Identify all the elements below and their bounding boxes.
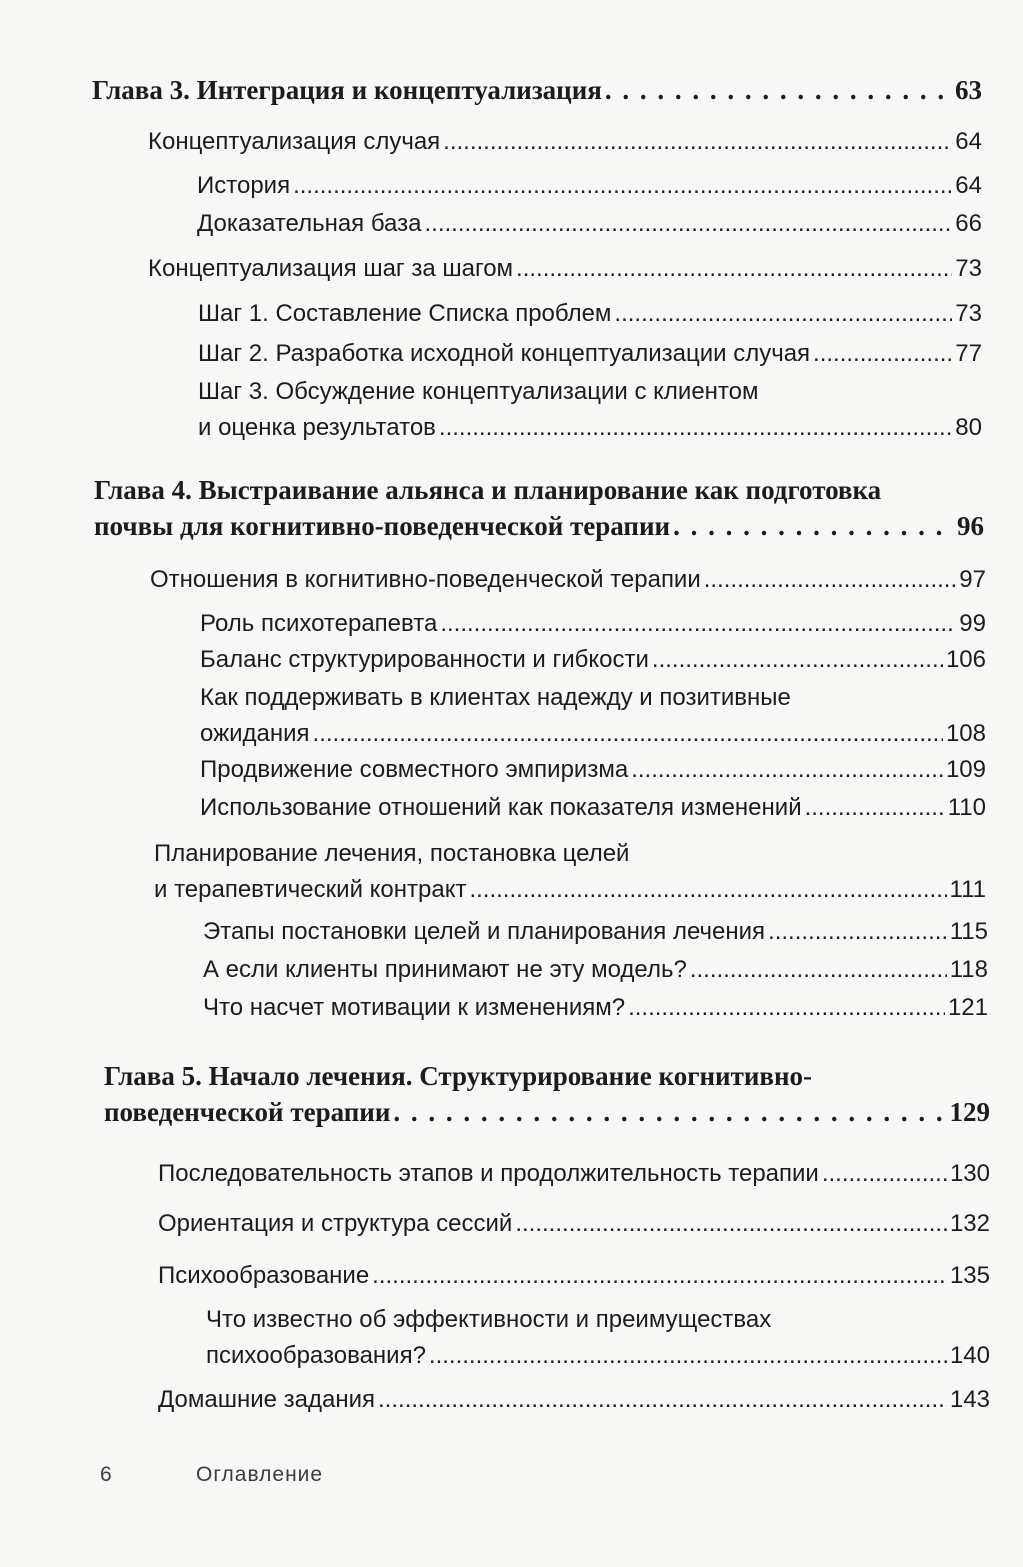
toc-page-number: 96 — [957, 511, 984, 541]
dot-leader — [673, 508, 954, 544]
toc-page-number: 64 — [955, 172, 982, 199]
toc-subsection-14 — [200, 790, 986, 826]
toc-entry-title: Ориентация и структура сессий — [158, 1210, 513, 1237]
toc-subsection-6 — [198, 336, 982, 372]
toc-page-number: 115 — [949, 918, 988, 945]
toc-subsection-11 — [200, 642, 986, 678]
dot-leader — [605, 72, 952, 108]
toc-subsection-5 — [198, 296, 982, 332]
toc-section-20 — [158, 1156, 990, 1192]
toc-page-number: 118 — [949, 956, 988, 983]
toc-page-number: 111 — [949, 876, 986, 903]
toc-page-number: 109 — [945, 756, 986, 783]
toc-entry-title: Глава 4. Выстраивание альянса и планирование как подготовка — [94, 475, 882, 505]
dot-leader — [614, 296, 952, 332]
toc-page-number: 97 — [959, 566, 986, 593]
toc-entry-title: Что известно об эффективности и преимуществах — [206, 1306, 772, 1333]
toc-section-22 — [158, 1258, 990, 1294]
toc-section-1 — [148, 124, 982, 160]
toc-entry-title: Шаг 2. Разработка исходной концептуализации случая — [198, 340, 811, 367]
toc-page-number: 121 — [947, 994, 988, 1021]
dot-leader — [443, 124, 952, 160]
dot-leader — [768, 914, 947, 950]
toc-subsection-2 — [197, 168, 982, 204]
toc-page-number: 135 — [949, 1262, 990, 1289]
toc-entry-title: Концептуализация случая — [148, 128, 441, 155]
dot-leader — [805, 790, 945, 826]
toc-page-number: 143 — [949, 1386, 990, 1413]
dot-leader — [393, 1094, 946, 1130]
page-number: 6 — [100, 1463, 112, 1486]
toc-entry-title: и терапевтический контракт — [154, 876, 467, 903]
toc-page-number: 80 — [955, 414, 982, 441]
toc-page-number: 130 — [949, 1160, 990, 1187]
dot-leader — [704, 562, 957, 598]
toc-page-number: 108 — [945, 720, 986, 747]
dot-leader — [813, 336, 952, 372]
toc-subsection-10 — [200, 606, 986, 642]
toc-entry-title: Продвижение совместного эмпиризма — [200, 756, 629, 783]
dot-leader — [690, 952, 947, 988]
toc-page-number: 106 — [945, 646, 986, 673]
toc-entry-title: Психообразование — [158, 1262, 370, 1289]
toc-chapter-0 — [92, 72, 982, 108]
toc-entry-title: Глава 5. Начало лечения. Структурирование когнитивно- — [104, 1061, 813, 1091]
toc-section-4 — [148, 251, 982, 287]
dot-leader — [469, 872, 946, 908]
toc-entry-title: Концептуализация шаг за шагом — [148, 255, 514, 282]
toc-entry-title: поведенческой терапии — [104, 1097, 391, 1127]
toc-entry-title: почвы для когнитивно-поведенческой терапии — [94, 511, 671, 541]
toc-section-15 — [154, 836, 986, 908]
toc-page-number: 110 — [947, 794, 986, 821]
toc-entry-title: психообразования? — [206, 1342, 426, 1369]
toc-entry-title: Баланс структурированности и гибкости — [200, 646, 649, 673]
dot-leader — [516, 251, 952, 287]
toc-section-21 — [158, 1206, 990, 1242]
toc-entry-title: Что насчет мотивации к изменениям? — [203, 994, 626, 1021]
toc-entry-title: Как поддерживать в клиентах надежду и позитивные — [200, 684, 791, 711]
toc-page-number: 63 — [955, 75, 982, 105]
dot-leader — [424, 206, 952, 242]
toc-subsection-7 — [198, 374, 982, 446]
page-footer — [100, 1463, 323, 1487]
toc-entry-title: Шаг 1. Составление Списка проблем — [198, 300, 612, 327]
toc-subsection-3 — [197, 206, 982, 242]
dot-leader — [652, 642, 943, 678]
toc-entry-title: Этапы постановки целей и планирования лечения — [203, 918, 766, 945]
dot-leader — [293, 168, 952, 204]
toc-subsection-18 — [203, 990, 988, 1026]
toc-subsection-23 — [206, 1302, 990, 1374]
toc-subsection-13 — [200, 752, 986, 788]
toc-page-number: 140 — [949, 1342, 990, 1369]
dot-leader — [822, 1156, 947, 1192]
dot-leader — [515, 1206, 947, 1242]
toc-page-number: 66 — [955, 210, 982, 237]
toc-entry-title: Домашние задания — [158, 1386, 376, 1413]
toc-chapter-19 — [104, 1058, 990, 1130]
toc-entry-title: ожидания — [200, 720, 310, 747]
toc-page-number: 73 — [955, 300, 982, 327]
dot-leader — [372, 1258, 947, 1294]
dot-leader — [313, 716, 943, 752]
toc-entry-title: Использование отношений как показателя изменений — [200, 794, 802, 821]
toc-entry-title: Отношения в когнитивно-поведенческой терапии — [150, 566, 701, 593]
toc-page-number: 73 — [955, 255, 982, 282]
toc-entry-title: А если клиенты принимают не эту модель? — [203, 956, 687, 983]
toc-entry-title: Роль психотерапевта — [200, 610, 438, 637]
dot-leader — [631, 752, 943, 788]
dot-leader — [439, 410, 952, 446]
toc-subsection-16 — [203, 914, 988, 950]
toc-entry-title: Шаг 3. Обсуждение концептуализации с клиентом — [198, 378, 759, 405]
toc-entry-title: Планирование лечения, постановка целей — [154, 840, 630, 867]
toc-entry-title: История — [197, 172, 291, 199]
dot-leader — [429, 1338, 947, 1374]
toc-page-number: 99 — [959, 610, 986, 637]
dot-leader — [440, 606, 956, 642]
toc-page-number: 64 — [955, 128, 982, 155]
running-title: Оглавление — [196, 1463, 324, 1486]
toc-subsection-17 — [203, 952, 988, 988]
toc-entry-title: и оценка результатов — [198, 414, 436, 441]
dot-leader — [628, 990, 945, 1026]
toc-entry-title: Последовательность этапов и продолжительность терапии — [158, 1160, 819, 1187]
toc-section-9 — [150, 562, 986, 598]
toc-entry-title: Глава 3. Интеграция и концептуализация — [92, 75, 602, 105]
toc-page-number: 132 — [949, 1210, 990, 1237]
dot-leader — [378, 1382, 947, 1418]
toc-chapter-8 — [94, 472, 984, 544]
toc-page-number: 77 — [955, 340, 982, 367]
toc-page-number: 129 — [949, 1097, 990, 1127]
toc-entry-title: Доказательная база — [197, 210, 422, 237]
toc-subsection-12 — [200, 680, 986, 752]
toc-section-24 — [158, 1382, 990, 1418]
